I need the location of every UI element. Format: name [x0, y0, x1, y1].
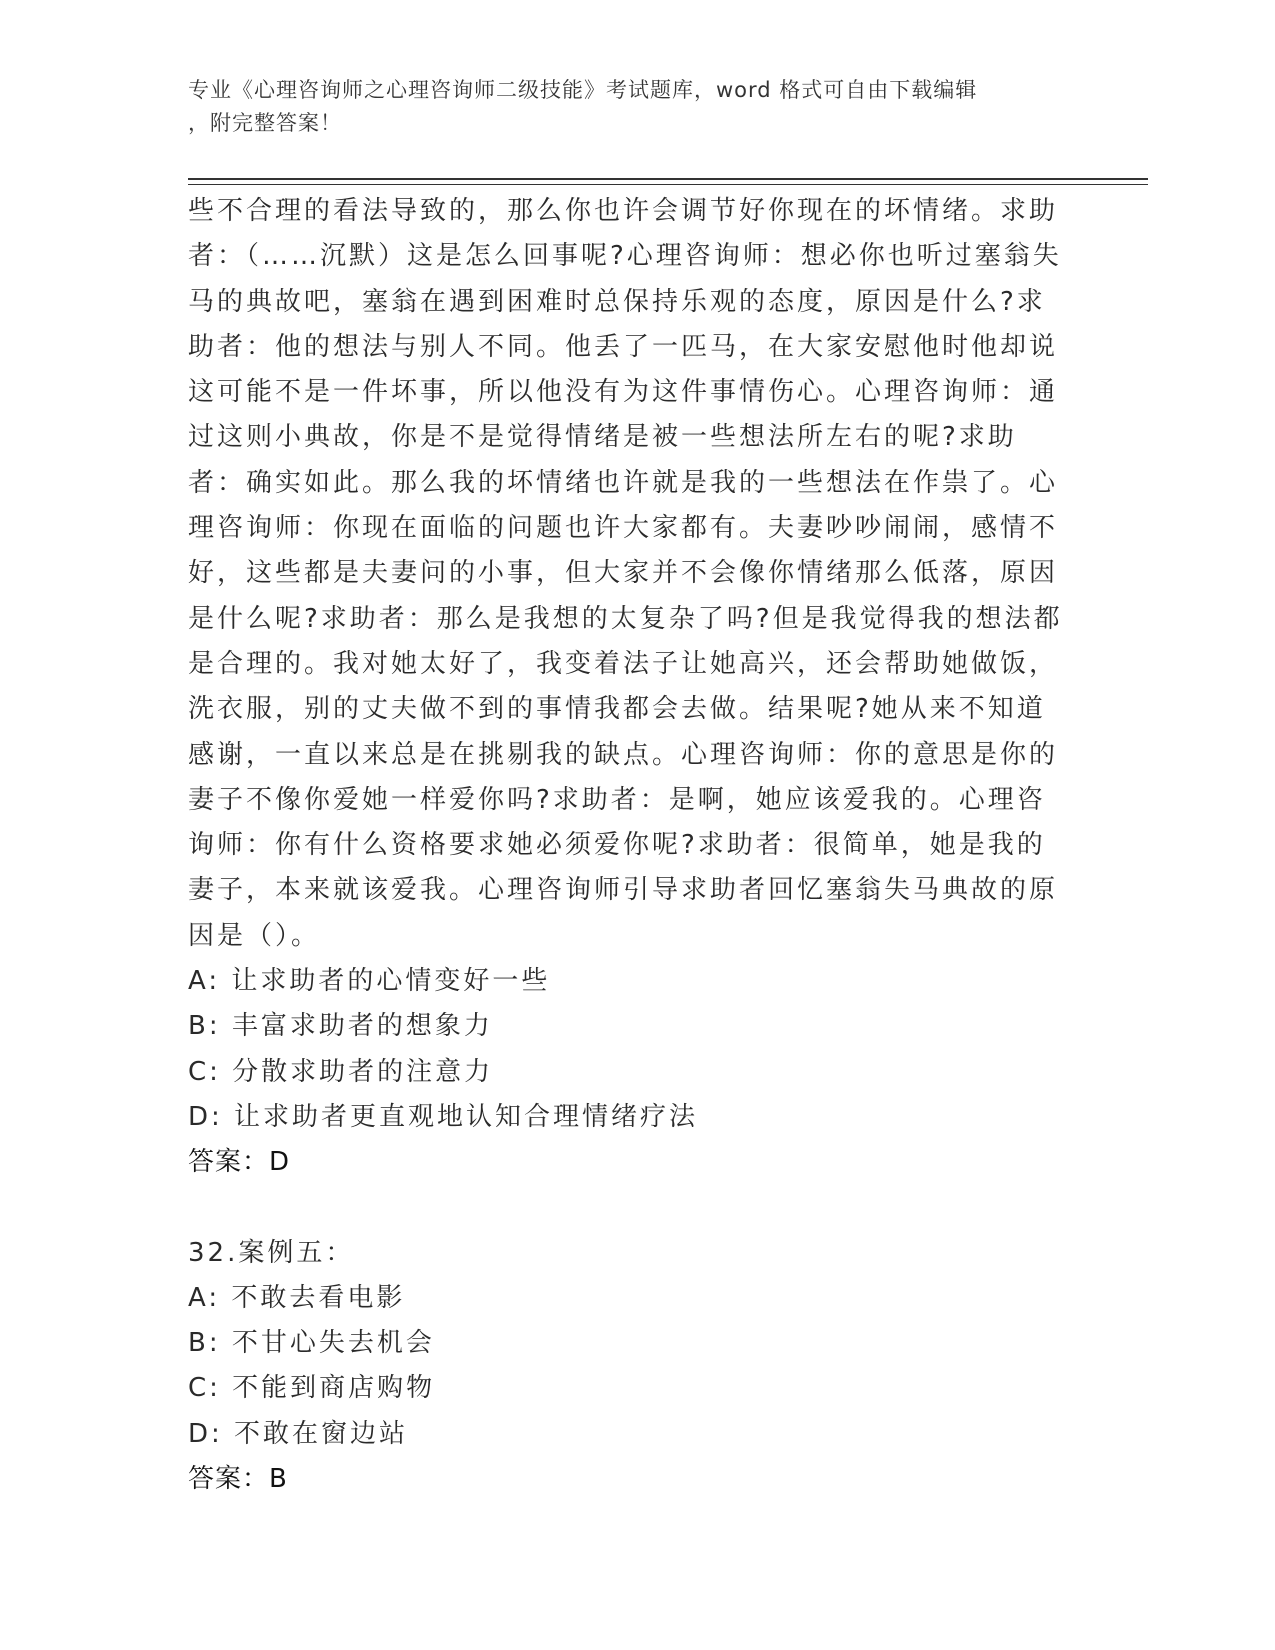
header-rule-thin [188, 184, 1148, 185]
document-header [188, 74, 1068, 140]
question-32-option-d: D: 不敢在窗边站 [188, 1418, 409, 1449]
question-32-option-c: C: 不能到商店购物 [188, 1373, 436, 1404]
question-32-answer: 答案：B [188, 1464, 288, 1495]
question-32-option-b: B: 不甘心失去机会 [188, 1328, 435, 1359]
header-rule-thick [188, 178, 1148, 180]
question-31-passage: 些不合理的看法导致的，那么你也许会调节好你现在的坏情绪。求助者：（……沉默）这是怎么回事呢?心理咨询师：想必你也听过塞翁失马的典故吧，塞翁在遇到困难时总保持乐观的态度，原因是什么?求助者：他的想法与别人不同。他丢了一匹马，在大家安慰他时他却说这可能不是一件坏事，所以他没有为这件事情伤心。心理咨询师：通过这则小典故，你是不是觉得情绪是被一些想法所左右的呢?求助者：确实如此。那么我的坏情绪也许就是我的一些想法在作祟了。心理咨询师：你现在面临的问题也许大家都有。夫妻吵吵闹闹，感情不好，这些都是夫妻问的小事，但大家并不会像你情绪那么低落，原因是什么呢?求助者：那么是我想的太复杂了吗?但是我觉得我的想法都是合理的。我对她太好了，我变着法子让她高兴，还会帮助她做饭，洗衣服，别的丈夫做不到的事情我都会去做。结果呢?她从来不知道感谢，一直以来总是在挑剔我的缺点。心理咨询师：你的意思是你的妻子不像你爱她一样爱你吗?求助者：是啊，她应该爱我的。心理咨询师：你有什么资格要求她必须爱你呢?求助者：很简单，她是我的妻子，本来就该爱我。心理咨询师引导求助者回忆塞翁失马典故的原因是（）。 [188, 196, 1063, 951]
question-31-option-b: B: 丰富求助者的想象力 [188, 1011, 493, 1042]
question-31-options [188, 959, 1068, 1140]
question-31-option-c: C: 分散求助者的注意力 [188, 1056, 494, 1087]
question-31-option-a: A: 让求助者的心情变好一些 [188, 966, 551, 997]
question-32-option-a: A: 不敢去看电影 [188, 1282, 406, 1313]
question-32-title: 32.案例五： [188, 1237, 355, 1268]
header-line-2: ，附完整答案！ [188, 111, 342, 135]
document-body [188, 189, 1068, 1502]
question-32 [188, 1231, 1068, 1503]
header-line-1: 专业《心理咨询师之心理咨询师二级技能》考试题库，word 格式可自由下载编辑 [188, 78, 978, 102]
question-32-options [188, 1276, 1068, 1457]
question-31-answer: 答案：D [188, 1147, 291, 1178]
question-31 [188, 189, 1068, 1186]
question-31-option-d: D: 让求助者更直观地认知合理情绪疗法 [188, 1101, 699, 1132]
section-spacer [188, 1186, 1068, 1231]
